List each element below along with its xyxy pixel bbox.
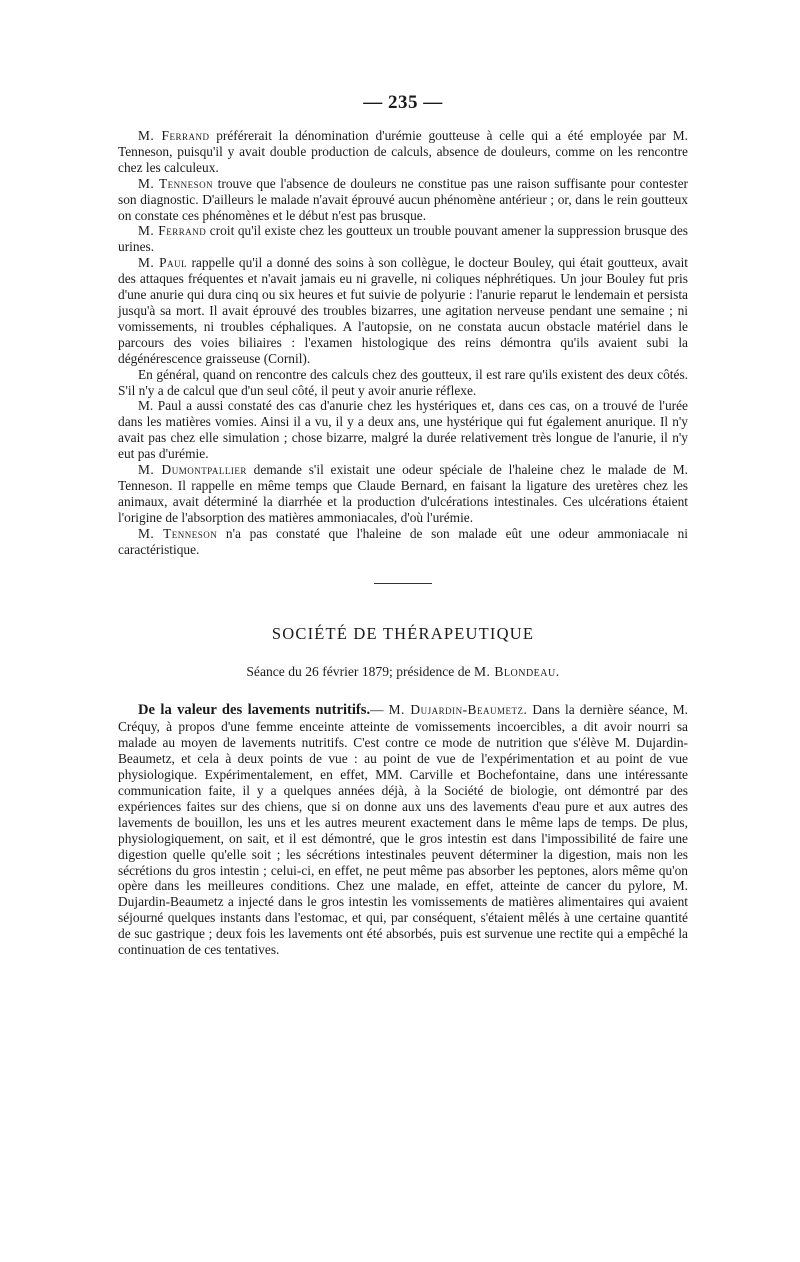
paragraph-text: trouve que l'absence de douleurs ne constitue pas une raison suffisante pour contester son diagnostic. D'ailleurs le malade n'avait éprouvé aucun phénomène antérieur ; or, dans le rein goutteux on constate ces phénomènes et le début n'est pas brusque. — [118, 175, 688, 223]
discussion-paragraph — [118, 255, 688, 366]
article-paragraph — [118, 702, 688, 958]
paragraph-text: croit qu'il existe chez les goutteux un trouble pouvant amener la suppression brusque des urines. — [118, 223, 688, 255]
discussion-paragraph — [118, 223, 688, 255]
discussion-block — [118, 128, 688, 557]
page-number: — 235 — — [363, 92, 443, 113]
speaker-name: M. Dumontpallier — [138, 462, 247, 478]
seance-president: M. Blondeau. — [473, 664, 560, 680]
discussion-paragraph — [118, 367, 688, 399]
speaker-name: M. Tenneson — [138, 175, 214, 191]
paragraph-text: M. Paul a aussi constaté des cas d'anurie chez les hystériques et, dans ces cas, on a trouvé de l'urée dans les matières vomies. Ainsi il a vu, il y a deux ans, une hystérique qui fut également anurique. Il n'y avait pas chez elle simulation ; chose bizarre, malgré la durée relativement très longue de l'anurie, il n'y eut pas d'urémie. — [118, 398, 688, 462]
speaker-name: M. Tenneson — [138, 525, 218, 541]
paragraph-text: demande s'il existait une odeur spéciale de l'haleine chez le malade de M. Tenneson. Il rappelle en même temps que Claude Bernard, en faisant la ligature des uretères chez les animaux, avait déterminé la diarrhée et la production d'ulcérations intestinales. Ces ulcérations étaient l'origine de l'absorption des matières ammoniacales, d'où l'urémie. — [118, 462, 688, 525]
paragraph-text: n'a pas constaté que l'haleine de son malade eût une odeur ammoniacale ni caractéristique. — [118, 525, 688, 557]
seance-date: Séance du 26 février 1879; présidence de — [246, 664, 474, 680]
article-headline: De la valeur des lavements nutritifs. — [138, 702, 371, 719]
section-title: SOCIÉTÉ DE THÉRAPEUTIQUE — [271, 624, 535, 644]
discussion-paragraph — [118, 462, 688, 526]
discussion-paragraph — [118, 526, 688, 558]
document-page — [118, 92, 688, 958]
article-body: Dans la dernière séance, M. Créquy, à propos d'une femme enceinte atteinte de vomissements incoercibles, a dit avoir nourri sa malade au moyen de lavements nutritifs. C'est contre ce mode de nutrition que s'élève M. Dujardin-Beaumetz, et cela à deux points de vue : au point de vue de l'expérimentation et au point de vue physiologique. Expérimentalement, en effet, MM. Carville et Bochefontaine, dans une intéressante communication faite, il y a quelques années déjà, à la Société de biologie, ont démontré par des expériences faites sur des chiens, que si on donne aux uns des lavements d'eau pure et aux autres des lavements de bouillon, les uns et les autres meurent exactement dans le même laps de temps. De plus, physiologiquement, on sait, et il est démontré, que le gros intestin est dans l'impossibilité de faire une digestion quelle qu'elle soit ; les sécrétions intestinales peuvent déterminer la digestion, mais non les sécrétions du gros intestin ; celui-ci, en effet, ne peut même pas absorber les peptones, alors même qu'on opère dans les meilleures conditions. Chez une malade, en effet, atteinte de cancer du pylore, M. Dujardin-Beaumetz a injecté dans le gros intestin les vomissements de matières alimentaires qui avaient séjourné quelques instants dans l'estomac, et qui, par conséquent, s'étaient mêlés à une certaine quantité de suc gastrique ; deux fois les lavements ont été absorbés, puis est survenue une rectite qui a empêché la continuation de ces tentatives. — [118, 702, 688, 958]
section-divider — [374, 583, 432, 584]
seance-line — [118, 664, 688, 680]
discussion-paragraph — [118, 128, 688, 176]
paragraph-text: préférerait la dénomination d'urémie goutteuse à celle qui a été employée par M. Tenneson, puisqu'il y avait double production de calculs, absence de douleurs, comme on les rencontre chez les calculeux. — [118, 128, 688, 175]
speaker-name: M. Paul — [138, 255, 188, 271]
discussion-paragraph — [118, 176, 688, 224]
article-author: M. Dujardin-Beaumetz. — [388, 702, 528, 718]
paragraph-text: rappelle qu'il a donné des soins à son collègue, le docteur Bouley, qui était goutteux, avait des attaques fréquentes et n'avait jamais eu ni gravelle, ni coliques néphrétiques. Un jour Bouley fut pris d'une anurie qui dura cinq ou six heures et fut suivie de polyurie : l'anurie reparut le lendemain et persista jusqu'à sa mort. Il avait éprouvé des troubles bizarres, une agitation nerveuse pendant une semaine ; ni vomissements, ni troubles céphaliques. A l'autopsie, on ne constata aucun obstacle matériel dans le parcours des voies biliaires : l'examen histologique des reins démontra qu'ils avaient subi la dégénérescence graisseuse (Cornil). — [118, 255, 689, 366]
paragraph-text: En général, quand on rencontre des calculs chez des goutteux, il est rare qu'ils existent des deux côtés. S'il n'y a de calcul que d'un seul côté, il peut y avoir anurie réflexe. — [118, 366, 688, 398]
speaker-name: M. Ferrand — [138, 223, 207, 239]
speaker-name: M. Ferrand — [138, 128, 210, 143]
headline-dash: — — [370, 702, 389, 718]
discussion-paragraph — [118, 398, 688, 462]
